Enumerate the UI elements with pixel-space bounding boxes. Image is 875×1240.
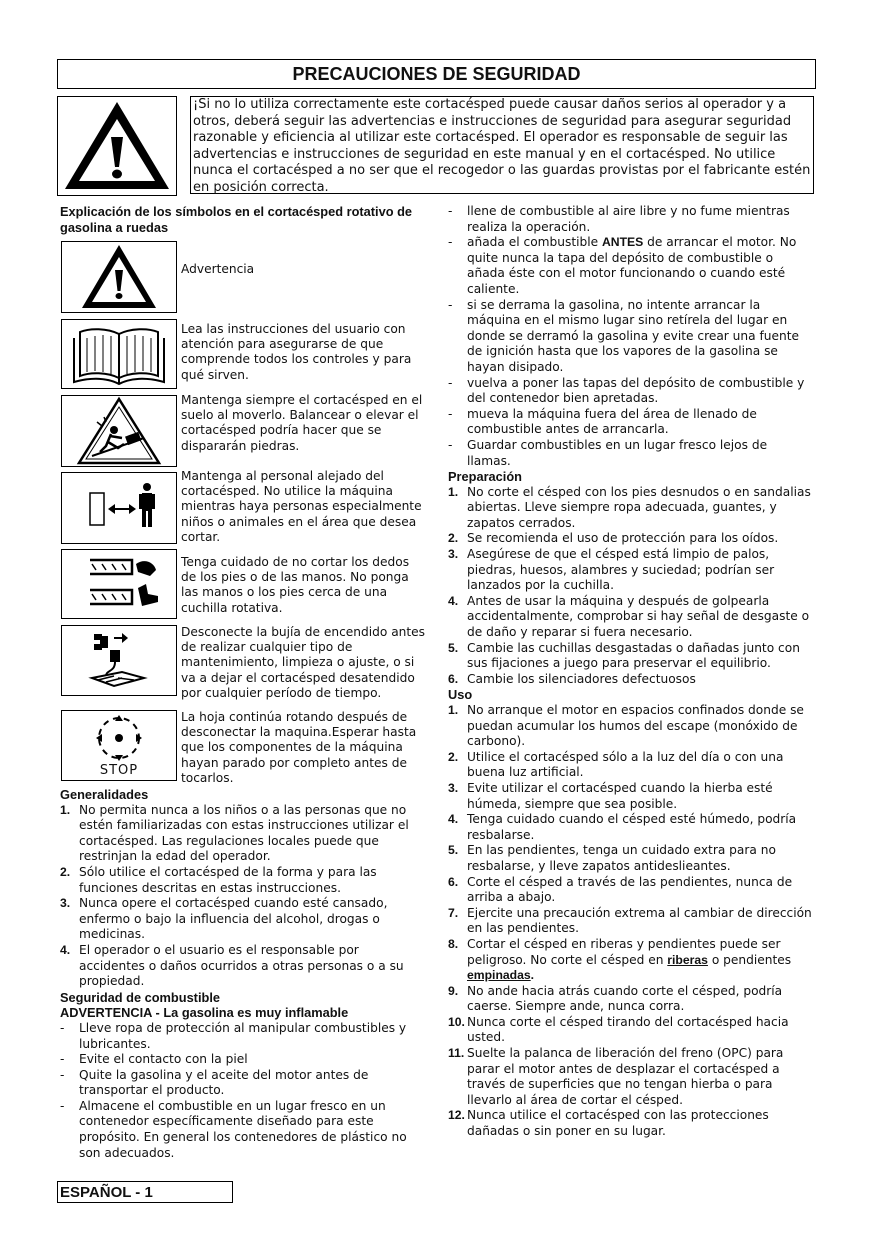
left-column-lower [60,787,420,1161]
list-item: - Almacene el combustible en un lugar fresco en un contenedor específicamente diseñado para este propósito. En general los contenedores de plástico no son adecuados. [60,1098,407,1160]
generalidades-heading: Generalidades [60,787,149,802]
symbol-text-sparkplug: Desconecte la bujía de encendido antes de realizar cualquier tipo de mantenimiento, limpieza o ajuste, o si va a dejar el cortacésped desatendido por cualquier período de tiempo. [181,625,426,700]
list-item: 8. Cortar el césped en riberas y pendientes puede ser peligroso. No corte el césped en riberas o pendientes empinadas. [448,936,792,983]
symbol-box-slope [61,395,177,467]
combustible-warning: ADVERTENCIA - La gasolina es muy inflamable [60,1005,349,1021]
list-item: - llene de combustible al aire libre y no fume mientras realiza la operación. [448,204,790,234]
symbol-text-book: Lea las instrucciones del usuario con atención para asegurarse de que comprende todos los controles y para qué sirven. [181,322,412,382]
open-book-icon [62,320,176,388]
symbol-box-stop [61,710,177,781]
list-item: 9. No ande hacia atrás cuando corte el césped, podría caerse. Siempre ande, nunca corra. [448,983,783,1014]
list-item: 3. Asegúrese de que el césped está limpio de palos, piedras, huesos, alambres y suciedad; podrían ser lanzados por la cuchilla. [448,547,775,593]
symbol-box-book [61,319,177,389]
list-item: 2. Se recomienda el uso de protección para los oídos. [448,531,779,546]
symbol-box-sparkplug [61,625,177,696]
spark-plug-disconnect-icon [62,626,176,695]
list-item: - Guardar combustibles en un lugar fresco lejos de llamas. [448,437,768,468]
slope-fall-icon [62,396,176,466]
intro-warning-text: ¡Si no lo utiliza correctamente este cortacésped puede causar daños serios al operador y a otros, deberá seguir las advertencias e instrucciones de seguridad para asegurar seguridad razonable y eficiencia al utilizar este cortacésped. El operador es responsable de seguir las advertencias e instrucciones de seguridad en este manual y en el cortacésped. No utilice nunca el cortacésped a no ser que el recogedor o las guardas provistas por el fabricante estén en posición correcta. [190,96,814,194]
symbols-heading: Explicación de los símbolos en el cortacésped rotativo de gasolina a ruedas [60,204,413,235]
warning-triangle-icon [62,242,176,312]
symbol-box-blade [61,549,177,619]
symbol-text-distance: Mantenga al personal alejado del cortacésped. No utilice la máquina mientras haya personas especialmente niños o animales en el área que desea cortar. [181,469,422,544]
blade-hand-foot-icon [62,550,176,618]
list-item: - añada el combustible ANTES de arrancar el motor. No quite nunca la tapa del depósito de combustible o añada éste con el motor funcionando o cuando esté caliente. [448,235,797,296]
list-item: 6. Corte el césped a través de las pendientes, nunca de arriba a abajo. [448,874,793,905]
symbol-text-slope: Mantenga siempre el cortacésped en el suelo al moverlo. Balancear o elevar el cortacésped podría hacer que se dispararán piedras. [181,393,423,453]
list-item: 1. No permita nunca a los niños o a las personas que no estén familiarizadas con estas instrucciones utilizar el cortacésped. Las regulaciones locales puede que restrinjan la edad del operador. [60,802,409,864]
list-item: 1. No arranque el motor en espacios confinados donde se puedan acumular los humos del escape (monóxido de carbono). [448,703,804,749]
symbol-text-blade: Tenga cuidado de no cortar los dedos de los pies o de las manos. No ponga las manos o los pies cerca de una cuchilla rotativa. [181,555,410,615]
warning-banner-icon-box [57,96,177,196]
list-item: - Evite el contacto con la piel [60,1052,248,1067]
symbol-box-distance [61,472,177,544]
list-item: 4. Antes de usar la máquina y después de golpearla accidentalmente, comprobar si hay señal de desgaste o de daño y reparar si fuera necesario. [448,593,810,640]
page-footer: ESPAÑOL - 1 [57,1181,233,1203]
symbol-text-warning: Advertencia [181,262,255,276]
list-item: 11. Suelte la palanca de liberación del freno (OPC) para parar el motor antes de desplazar el cortacésped a través de superficies que no tengan hierba o para llevarlo al área de cortar el césped. [448,1046,784,1107]
stop-label: STOP [99,763,139,778]
uso-heading: Uso [448,687,473,703]
list-item: 4. El operador o el usuario es el responsable por accidentes o daños ocurridos a otras personas o a su propiedad. [60,942,404,989]
page-title: PRECAUCIONES DE SEGURIDAD [57,59,816,89]
list-item: 7. Ejercite una precaución extrema al cambiar de dirección en las pendientes. [448,905,812,936]
list-item: 3. Nunca opere el cortacésped cuando esté cansado, enfermo o bajo la influencia del alcohol, drogas o medicinas. [60,896,388,942]
list-item: 4. Tenga cuidado cuando el césped esté húmedo, podría resbalarse. [448,812,797,842]
list-item: 6. Cambie los silenciadores defectuosos [448,671,696,686]
list-item: - si se derrama la gasolina, no intente arrancar la máquina en el mismo lugar sino retírela del lugar en donde se derramó la gasolina y evite crear una fuente de ignición hasta que los vapores de la gasolina se hayan disipado. [448,297,799,374]
list-item: - vuelva a poner las tapas del depósito de combustible y del contenedor bien apretadas. [448,375,805,406]
list-item: 3. Evite utilizar el cortacésped cuando la hierba esté húmeda, siempre que sea posible. [448,780,773,811]
symbol-text-stop: La hoja continúa rotando después de desconectar la maquina.Esperar hasta que los componentes de la máquina hayan parado por completo antes de tocarlos. [181,710,417,785]
list-item: 2. Utilice el cortacésped sólo a la luz del día o con una buena luz artificial. [448,749,784,780]
symbol-box-warning [61,241,177,313]
list-item: 12. Nunca utilice el cortacésped con las protecciones dañadas o sin poner en su lugar. [448,1108,769,1139]
list-item: 5. Cambie las cuchillas desgastadas o dañadas junto con sus fijaciones a juego para preservar el equilibrio. [448,640,800,671]
list-item: 1. No corte el césped con los pies desnudos o en sandalias abiertas. Lleve siempre ropa adecuada, guantes, y zapatos cerrados. [448,484,811,530]
list-item: - Lleve ropa de protección al manipular combustibles y lubricantes. [60,1020,407,1051]
list-item: 2. Sólo utilice el cortacésped de la forma y para las funciones descritas en estas instrucciones. [60,864,377,895]
preparacion-heading: Preparación [448,469,522,485]
warning-triangle-icon [58,97,176,195]
keep-distance-icon [62,473,176,543]
list-item: 5. En las pendientes, tenga un cuidado extra para no resbalarse, y lleve zapatos antideslieantes. [448,843,776,873]
combustible-heading: Seguridad de combustible [60,989,220,1005]
list-item: - Quite la gasolina y el aceite del motor antes de transportar el producto. [60,1067,369,1098]
right-column [448,204,814,1140]
list-item: - mueva la máquina fuera del área de llenado de combustible antes de arrancarla. [448,406,757,437]
list-item: 10. Nunca corte el césped tirando del cortacésped hacia usted. [448,1014,789,1045]
